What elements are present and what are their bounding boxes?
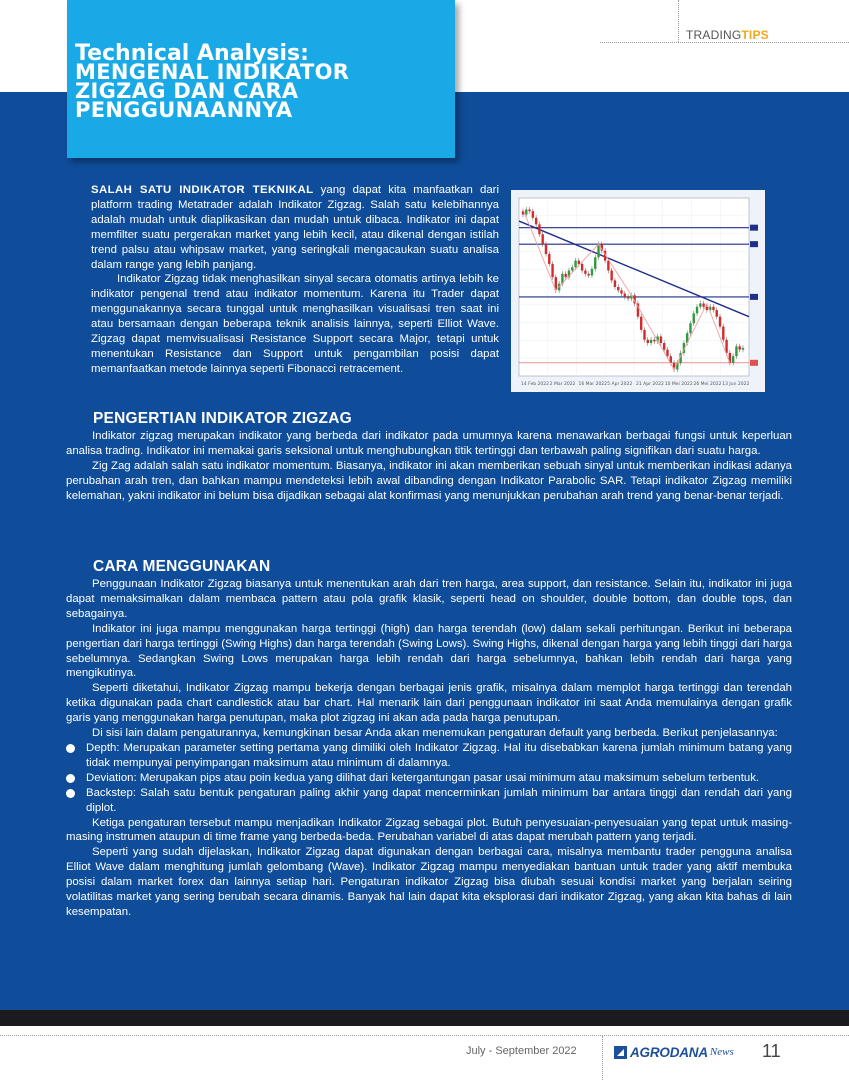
candle-body: [525, 210, 527, 215]
candle-body: [706, 307, 708, 310]
bullet-text: Backstep: Salah satu bentuk pengaturan paling akhir yang dapat mencerminkan jumlah minimum bar antara tinggi dan rendah dari yang diplot.: [86, 786, 792, 814]
candle-body: [699, 303, 701, 306]
candle-body: [650, 340, 652, 343]
x-tick-label: 16 Mar 2022: [578, 382, 608, 387]
candle-body: [614, 280, 616, 287]
level-price-tag: [750, 241, 758, 247]
intro-paragraph-1: [91, 183, 499, 272]
candle-body: [702, 303, 704, 306]
candle-body: [653, 340, 655, 342]
candle-body: [640, 317, 642, 330]
bullet-depth: [66, 741, 792, 771]
support-price-tag: [750, 360, 758, 366]
candle-body: [732, 356, 734, 363]
paragraph: Seperti yang sudah dijelaskan, Indikator Zigzag dapat digunakan dengan berbagai cara, misalnya membantu trader pengguna analisa Elliot Wave dalam menghitung jumlah gelombang (Wave). Indikator Zigzag mampu menyediakan bantuan untuk trader yang aktif membuka posisi dalam market forex dan lainnya setiap hari. Pengaturan indikator Zigzag bisa diubah sesuai kondisi market yang berjalan seiring volatilitas market yang sering berubah secara dinamis. Banyak hal lain dapat kita eksplorasi dari indikator Zigzag, yang akan kita bahas di lain kesempatan.: [66, 846, 792, 918]
candle-body: [545, 244, 547, 254]
x-tick-label: 10 Mei 2022: [664, 382, 693, 387]
candle-body: [666, 350, 668, 357]
candle-body: [571, 267, 573, 270]
title-line-2: MENGENAL INDIKATOR: [75, 60, 350, 84]
candle-body: [551, 264, 553, 277]
issue-date: July - September 2022: [466, 1045, 577, 1057]
paragraph: Zig Zag adalah salah satu indikator momentum. Biasanya, indikator ini akan memberikan sebuah sinyal untuk memberikan indikasi adanya perubahan arah tren, dan bahkan mampu mendeteksi lebih awal dibanding dengan Indikator Parabolic SAR. Tetapi indikator Zigzag memiliki kelemahan, yakni indikator ini belum bisa dijadikan sebagai alat konfirmasi yang menunjukkan perubahan arah trend yang benar-benar terjadi.: [66, 459, 792, 502]
x-tick-label: 13 Jun 2022: [722, 382, 750, 387]
paragraph: Penggunaan Indikator Zigzag biasanya untuk menentukan arah dari tren harga, area support, dan resistance. Selain itu, indikator ini juga dapat memaksimalkan dalam membaca pattern atau pola grafik klasik, seperti head on shoulder, double bottom, dan double tops, dan sebagainya.: [66, 578, 792, 620]
candle-body: [696, 307, 698, 314]
bullet-text: Deviation: Merupakan pips atau poin kedua yang dilihat dari ketergantungan pasar usai minimum atau maksimum sebelum terbentuk.: [86, 771, 760, 784]
candle-body: [610, 271, 612, 281]
candle-body: [548, 254, 550, 264]
candle-body: [532, 211, 534, 218]
bullet-dot-icon: [66, 744, 75, 753]
bullet-text: Depth: Merupakan parameter setting pertama yang dimiliki oleh Indikator Zigzag. Hal itu disebabkan karena jumlah minimum batang yang tidak mempunyai penyimpangan maksimum atau minimum di dalamnya.: [86, 741, 792, 769]
candle-body: [739, 346, 741, 349]
title-box: [67, 0, 455, 158]
section-heading: CARA MENGGUNAKAN: [93, 558, 271, 575]
page-title: [75, 41, 350, 122]
level-price-tag: [750, 294, 758, 300]
candle-body: [660, 336, 662, 343]
section-tag-highlight: TIPS: [741, 28, 769, 42]
candle-body: [587, 274, 589, 276]
candle-body: [735, 346, 737, 356]
paragraph: Di sisi lain dalam pengaturannya, kemungkinan besar Anda akan menemukan pengaturan default yang berbeda. Berikut penjelasannya:: [92, 727, 778, 740]
section-cara-menggunakan: [66, 558, 792, 920]
section-tag: [686, 28, 769, 42]
bullet-dot-icon: [66, 789, 75, 798]
candle-body: [591, 269, 593, 276]
paragraph: Ketiga pengaturan tersebut mampu menjadikan Indikator Zigzag sebagai plot. Butuh penyesuaian-penyesuaian yang tepat untuk masing-masing instrumen ataupun di time frame yang berbeda-beda. Perubahan variabel di atas dapat merubah pattern yang terjadi.: [66, 816, 792, 844]
paragraph: Seperti diketahui, Indikator Zigzag mampu bekerja dengan berbagai jenis grafik, misalnya dalam memplot harga tertinggi dan terendah ketika digunakan pada chart candlestick atau bar chart. Hal menarik lain dari penggunaan indikator ini saat Anda memulainya dengan grafik garis yang menggunakan harga penutupan, maka plot zigzag ini akan ada pada harga penutupan.: [66, 682, 792, 725]
candle-body: [528, 210, 530, 212]
section-pengertian: [66, 410, 792, 504]
candle-body: [643, 330, 645, 340]
paragraph: Indikator ini juga mampu menggunakan harga tertinggi (high) dan harga terendah (low) dalam sekali perhitungan. Berikut ini beberapa pengertian dari harga tertinggi (Swing Highs) dan harga terendah (Swing Lows). Swing Highs, dikenal dengan harga yang lebih tinggi dari harga sebelumnya. Sedangkan Swing Lows merupakan harga lebih rendah dari harga sebelumnya, bahkan lebih rendah dari harga yang mengikutinya.: [66, 622, 792, 680]
x-tick-label: 14 Feb 2022: [521, 382, 550, 387]
x-tick-label: 2 Mar 2022: [549, 382, 576, 387]
logo-name: AGRODANA: [630, 1044, 708, 1060]
candle-body: [627, 297, 629, 299]
paragraph: Indikator zigzag merupakan indikator yang berbeda dari indikator pada umumnya karena menawarkan berbagai fungsi untuk keperluan analisa trading. Indikator ini memakai garis seksional untuk menghubungkan titik tertinggi dan terbawah paling signifikan dari suatu harga.: [66, 430, 792, 457]
lead-in: SALAH SATU INDIKATOR TEKNIKAL: [91, 184, 314, 196]
header-divider: [678, 0, 679, 42]
candle-body: [542, 234, 544, 244]
candle-body: [607, 261, 609, 271]
publication-logo: [614, 1044, 734, 1060]
candle-body: [742, 348, 744, 350]
candle-body: [584, 271, 586, 274]
section-tag-prefix: TRADING: [686, 28, 742, 42]
candle-body: [581, 264, 583, 271]
bullet-backstep: [66, 786, 792, 816]
footer-divider: [602, 1036, 603, 1080]
intro-text: [91, 183, 499, 377]
section-heading: PENGERTIAN INDIKATOR ZIGZAG: [93, 410, 352, 427]
candle-body: [574, 261, 576, 268]
footer-rule: [0, 1035, 849, 1036]
bullet-dot-icon: [66, 774, 75, 783]
candle-body: [719, 317, 721, 327]
x-tick-label: 5 Apr 2022: [607, 382, 633, 387]
candle-body: [647, 340, 649, 343]
candle-body: [693, 313, 695, 323]
candle-body: [624, 294, 626, 297]
intro-paragraph-2: Indikator Zigzag tidak menghasilkan sinyal secara otomatis artinya lebih ke indikator pengenal trend atau indikator momentum. Karena itu Trader dapat menggunakannya secara tunggal untuk menghasilkan visualisasi tren saat ini atau bersamaan dengan beberapa teknik analisis lainnya, seperti Elliot Wave. Zigzag dapat memvisualisasi Resistance Support secara Major, tetapi untuk menentukan Resistance dan Support untuk pengambilan posisi dapat memanfaatkan metode lainnya seperti Fibonacci retracement.: [91, 273, 499, 375]
candle-body: [538, 224, 540, 234]
bottom-band: [0, 1010, 849, 1026]
lead-rest: yang dapat kita manfaatkan dari platform trading Metatrader adalah Indikator Zigzag. Salah satu kelebihannya adalah mudah untuk diaplikasikan dan mudah untuk dibaca. Indikator ini dapat memfilter suatu pergerakan market yang lebih kecil, atau dikenal dengan istilah trend palsu atau whipsaw market, yang seringkali mengacaukan suatu analisa dalam range yang lebih panjang.: [91, 184, 499, 271]
candle-body: [594, 257, 596, 269]
page-number: 11: [762, 1041, 781, 1061]
candle-body: [689, 323, 691, 333]
level-price-tag: [750, 225, 758, 231]
candle-body: [564, 274, 566, 277]
zigzag-chart-figure: [511, 190, 765, 392]
title-line-3: ZIGZAG DAN CARA: [75, 79, 299, 103]
zigzag-chart: [511, 190, 765, 392]
candle-body: [578, 261, 580, 264]
title-line-1: Technical Analysis:: [75, 41, 309, 66]
candle-body: [620, 290, 622, 293]
x-tick-label: 21 Apr 2022: [636, 382, 664, 387]
x-tick-label: 26 Mei 2022: [693, 382, 722, 387]
candle-body: [712, 307, 714, 310]
title-line-4: PENGGUNAANNYA: [75, 98, 293, 122]
candle-body: [716, 310, 718, 317]
candle-body: [663, 343, 665, 350]
logo-mark-icon: [614, 1046, 627, 1059]
candle-body: [535, 218, 537, 225]
logo-suffix: News: [709, 1046, 734, 1058]
header-rule: [600, 42, 849, 43]
bullet-deviation: [66, 771, 792, 786]
candle-body: [722, 327, 724, 340]
candle-body: [617, 287, 619, 290]
